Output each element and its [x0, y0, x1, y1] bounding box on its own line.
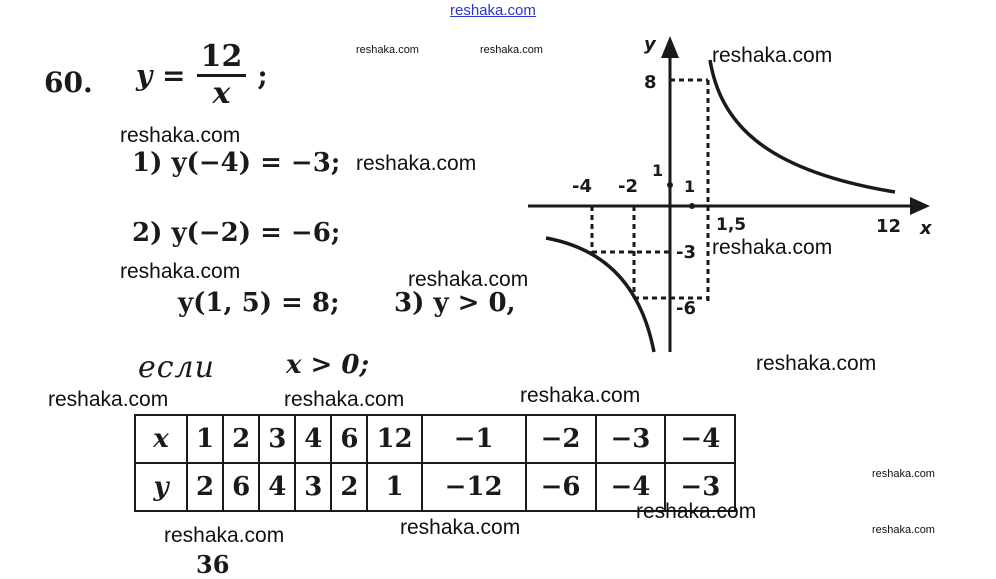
step-2: 2) y(−2) = −6;	[132, 218, 341, 248]
axis-label-x: x	[920, 218, 932, 239]
step-3: y(1, 5) = 8;	[178, 288, 340, 318]
step-4: x > 0;	[286, 350, 370, 380]
hyperbola-graph	[520, 30, 940, 360]
y-tick-8: 8	[644, 72, 657, 93]
table-row-x	[135, 415, 735, 463]
table-cell: −4	[665, 415, 735, 463]
watermark: reshaka.com	[520, 384, 641, 407]
y-tick-minus-3: -3	[676, 242, 696, 263]
x-tick-1: 1	[684, 177, 696, 196]
values-table	[134, 414, 736, 512]
table-cell: 3	[259, 415, 295, 463]
table-cell: −3	[596, 415, 666, 463]
table-cell: 4	[259, 463, 295, 511]
table-cell: 2	[223, 415, 259, 463]
fraction	[197, 40, 247, 111]
table-cell: −6	[526, 463, 596, 511]
watermark-small: reshaka.com	[872, 524, 935, 536]
watermark-small: reshaka.com	[480, 44, 543, 56]
fraction-denominator: x	[212, 76, 231, 111]
table-head-x: x	[135, 415, 187, 463]
watermark-small: reshaka.com	[872, 468, 935, 480]
x-tick-1-5: 1,5	[716, 215, 747, 235]
watermark: reshaka.com	[400, 516, 521, 539]
hyperbola-branch-left	[546, 238, 654, 352]
axis-label-y: y	[644, 34, 656, 55]
table-cell: −4	[596, 463, 666, 511]
tick-y1	[667, 182, 673, 188]
watermark: reshaka.com	[712, 236, 833, 259]
watermark: reshaka.com	[284, 388, 405, 411]
x-axis-arrow	[910, 197, 930, 215]
y-tick-minus-6: -6	[676, 298, 696, 319]
step-1: 1) y(−4) = −3;	[132, 148, 341, 178]
watermark: reshaka.com	[712, 44, 833, 67]
tick-x1	[689, 203, 695, 209]
watermark: reshaka.com	[756, 352, 877, 375]
watermark: reshaka.com	[120, 124, 241, 147]
next-problem-fragment: 36	[196, 550, 230, 579]
watermark: reshaka.com	[408, 268, 529, 291]
fraction-numerator: 12	[197, 40, 247, 77]
step-4-word: если	[138, 350, 215, 385]
table-cell: 1	[367, 463, 421, 511]
y-axis-arrow	[661, 36, 679, 58]
watermark: reshaka.com	[48, 388, 169, 411]
problem-number: 60.	[44, 66, 93, 99]
table-cell: 6	[331, 415, 367, 463]
watermark-top[interactable]: reshaka.com	[450, 2, 536, 19]
table-cell: −12	[422, 463, 526, 511]
watermark: reshaka.com	[164, 524, 285, 547]
table-cell: 4	[295, 415, 331, 463]
table-cell: 1	[187, 415, 223, 463]
watermark: reshaka.com	[356, 152, 477, 175]
x-tick-minus-4: -4	[572, 176, 592, 197]
function-semicolon: ;	[257, 59, 268, 92]
table-cell: 2	[187, 463, 223, 511]
watermark: reshaka.com	[636, 500, 757, 523]
table-cell: 12	[367, 415, 421, 463]
function-definition	[136, 40, 268, 111]
watermark-small: reshaka.com	[356, 44, 419, 56]
table-head-y: y	[135, 463, 187, 511]
hyperbola-branch-right	[710, 60, 895, 192]
step-3b: 3) y > 0,	[394, 288, 516, 318]
y-tick-1: 1	[652, 161, 664, 180]
x-tick-12: 12	[876, 216, 902, 237]
table-cell: 3	[295, 463, 331, 511]
x-tick-minus-2: -2	[618, 176, 638, 197]
table-cell: −3	[665, 463, 735, 511]
function-lhs: y =	[136, 59, 186, 92]
table-cell: −1	[422, 415, 526, 463]
table-cell: 2	[331, 463, 367, 511]
table-cell: −2	[526, 415, 596, 463]
table-cell: 6	[223, 463, 259, 511]
watermark: reshaka.com	[120, 260, 241, 283]
